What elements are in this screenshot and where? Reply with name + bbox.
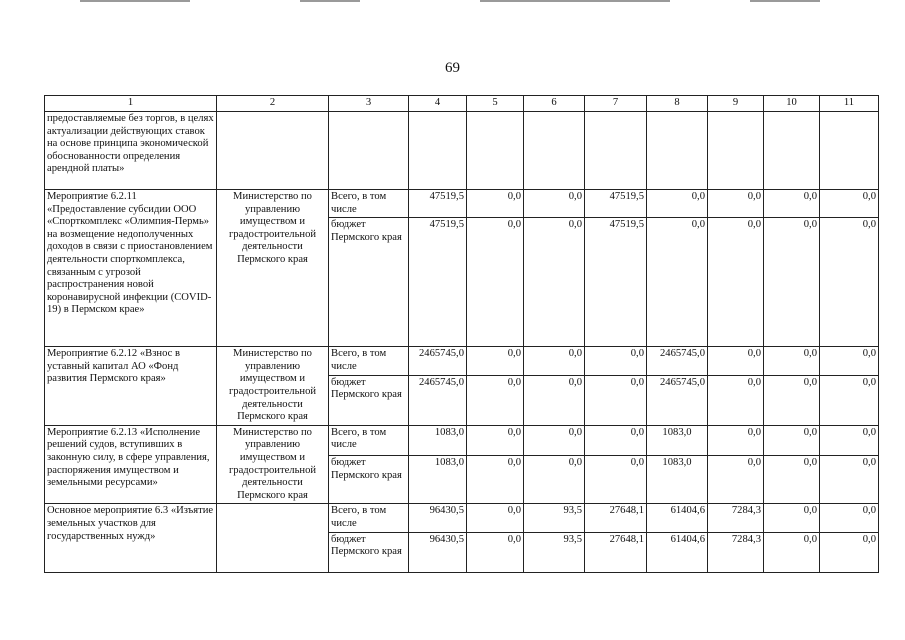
value-cell: 0,0 xyxy=(764,218,820,347)
value-cell: 0,0 xyxy=(524,375,585,425)
value-cell: 93,5 xyxy=(524,504,585,532)
value-cell: 0,0 xyxy=(467,218,524,347)
value-cell: 0,0 xyxy=(467,504,524,532)
empty-cell xyxy=(820,112,879,190)
value-cell: 0,0 xyxy=(820,504,879,532)
funding-source-cell: бюджет Пермского края xyxy=(329,532,409,572)
page-number: 69 xyxy=(445,60,460,76)
value-cell: 0,0 xyxy=(524,456,585,504)
value-cell: 47519,5 xyxy=(585,190,647,218)
value-cell: 0,0 xyxy=(820,347,879,375)
funding-source-cell: Всего, в том числе xyxy=(329,190,409,218)
value-cell: 0,0 xyxy=(467,532,524,572)
value-cell: 93,5 xyxy=(524,532,585,572)
scan-edge-line xyxy=(750,0,820,2)
value-cell: 1083,0 xyxy=(409,425,467,456)
column-header: 4 xyxy=(409,96,467,112)
executor-cell xyxy=(217,504,329,572)
empty-cell xyxy=(409,112,467,190)
value-cell: 2465745,0 xyxy=(409,347,467,375)
value-cell: 0,0 xyxy=(764,425,820,456)
executor-cell: Министерство по управлению имуществом и градостроительной деятельности Пермского края xyxy=(217,347,329,426)
column-header: 8 xyxy=(647,96,708,112)
empty-cell xyxy=(524,112,585,190)
funding-source-cell: бюджет Пермского края xyxy=(329,218,409,347)
empty-cell xyxy=(585,112,647,190)
value-cell: 1083,0 xyxy=(647,425,708,456)
value-cell: 0,0 xyxy=(764,456,820,504)
empty-cell xyxy=(217,112,329,190)
value-cell: 0,0 xyxy=(647,218,708,347)
value-cell: 0,0 xyxy=(820,425,879,456)
value-cell: 0,0 xyxy=(708,347,764,375)
value-cell: 7284,3 xyxy=(708,504,764,532)
value-cell: 0,0 xyxy=(524,190,585,218)
column-header: 2 xyxy=(217,96,329,112)
empty-cell xyxy=(708,112,764,190)
measure-name-cell: Основное мероприятие 6.3 «Изъятие земельных участков для государственных нужд» xyxy=(45,504,217,572)
scan-edge-line xyxy=(480,0,670,2)
value-cell: 0,0 xyxy=(708,425,764,456)
budget-table xyxy=(44,95,879,573)
value-cell: 0,0 xyxy=(585,375,647,425)
value-cell: 0,0 xyxy=(524,425,585,456)
executor-cell: Министерство по управлению имуществом и градостроительной деятельности Пермского края xyxy=(217,190,329,347)
value-cell: 0,0 xyxy=(820,190,879,218)
value-cell: 0,0 xyxy=(708,218,764,347)
measure-name-cell: Мероприятие 6.2.13 «Исполнение решений судов, вступивших в законную силу, в сфере управления, распоряжения имуществом и земельными ресурсами» xyxy=(45,425,217,504)
value-cell: 1083,0 xyxy=(409,456,467,504)
column-header: 6 xyxy=(524,96,585,112)
value-cell: 96430,5 xyxy=(409,504,467,532)
value-cell: 0,0 xyxy=(708,375,764,425)
value-cell: 47519,5 xyxy=(409,190,467,218)
value-cell: 0,0 xyxy=(524,347,585,375)
value-cell: 0,0 xyxy=(708,456,764,504)
value-cell: 0,0 xyxy=(524,218,585,347)
column-header: 7 xyxy=(585,96,647,112)
value-cell: 2465745,0 xyxy=(647,375,708,425)
value-cell: 0,0 xyxy=(764,375,820,425)
value-cell: 47519,5 xyxy=(409,218,467,347)
column-header: 11 xyxy=(820,96,879,112)
table-row xyxy=(45,425,879,456)
column-header: 5 xyxy=(467,96,524,112)
value-cell: 0,0 xyxy=(467,375,524,425)
value-cell: 2465745,0 xyxy=(409,375,467,425)
table-row xyxy=(45,504,879,532)
scan-edge-line xyxy=(300,0,360,2)
value-cell: 7284,3 xyxy=(708,532,764,572)
table-row xyxy=(45,112,879,190)
empty-cell xyxy=(647,112,708,190)
funding-source-cell: бюджет Пермского края xyxy=(329,456,409,504)
value-cell: 0,0 xyxy=(820,532,879,572)
table-row xyxy=(45,347,879,375)
value-cell: 0,0 xyxy=(467,347,524,375)
empty-cell xyxy=(467,112,524,190)
value-cell: 0,0 xyxy=(820,375,879,425)
value-cell: 0,0 xyxy=(585,347,647,375)
value-cell: 0,0 xyxy=(820,218,879,347)
scan-edge-line xyxy=(80,0,190,2)
column-header: 10 xyxy=(764,96,820,112)
measure-name-cell: Мероприятие 6.2.11 «Предоставление субсидии ООО «Спорткомплекс «Олимпия-Пермь» на возмещение недополученных доходов в связи с приостановлением деятельности спорткомплекса, связанным с угрозой распространения новой коронавирусной инфекции (COVID-19) в Пермском крае» xyxy=(45,190,217,347)
empty-cell xyxy=(764,112,820,190)
value-cell: 27648,1 xyxy=(585,504,647,532)
value-cell: 0,0 xyxy=(764,504,820,532)
value-cell: 0,0 xyxy=(820,456,879,504)
value-cell: 0,0 xyxy=(764,347,820,375)
value-cell: 0,0 xyxy=(764,532,820,572)
value-cell: 0,0 xyxy=(467,425,524,456)
value-cell: 0,0 xyxy=(467,190,524,218)
funding-source-cell: Всего, в том числе xyxy=(329,504,409,532)
empty-cell xyxy=(329,112,409,190)
value-cell: 27648,1 xyxy=(585,532,647,572)
measure-name-cell: предоставляемые без торгов, в целях актуализации действующих ставок на основе принципа экономической обоснованности определения арендной платы» xyxy=(45,112,217,190)
funding-source-cell: бюджет Пермского края xyxy=(329,375,409,425)
measure-name-cell: Мероприятие 6.2.12 «Взнос в уставный капитал АО «Фонд развития Пермского края» xyxy=(45,347,217,426)
value-cell: 0,0 xyxy=(647,190,708,218)
funding-source-cell: Всего, в том числе xyxy=(329,425,409,456)
value-cell: 0,0 xyxy=(467,456,524,504)
column-header: 9 xyxy=(708,96,764,112)
column-header: 3 xyxy=(329,96,409,112)
table-row xyxy=(45,190,879,218)
value-cell: 0,0 xyxy=(764,190,820,218)
value-cell: 61404,6 xyxy=(647,504,708,532)
value-cell: 96430,5 xyxy=(409,532,467,572)
value-cell: 47519,5 xyxy=(585,218,647,347)
value-cell: 0,0 xyxy=(585,456,647,504)
value-cell: 1083,0 xyxy=(647,456,708,504)
value-cell: 61404,6 xyxy=(647,532,708,572)
value-cell: 0,0 xyxy=(585,425,647,456)
executor-cell: Министерство по управлению имуществом и градостроительной деятельности Пермского края xyxy=(217,425,329,504)
funding-source-cell: Всего, в том числе xyxy=(329,347,409,375)
column-header: 1 xyxy=(45,96,217,112)
header-row xyxy=(45,96,879,112)
value-cell: 0,0 xyxy=(708,190,764,218)
value-cell: 2465745,0 xyxy=(647,347,708,375)
